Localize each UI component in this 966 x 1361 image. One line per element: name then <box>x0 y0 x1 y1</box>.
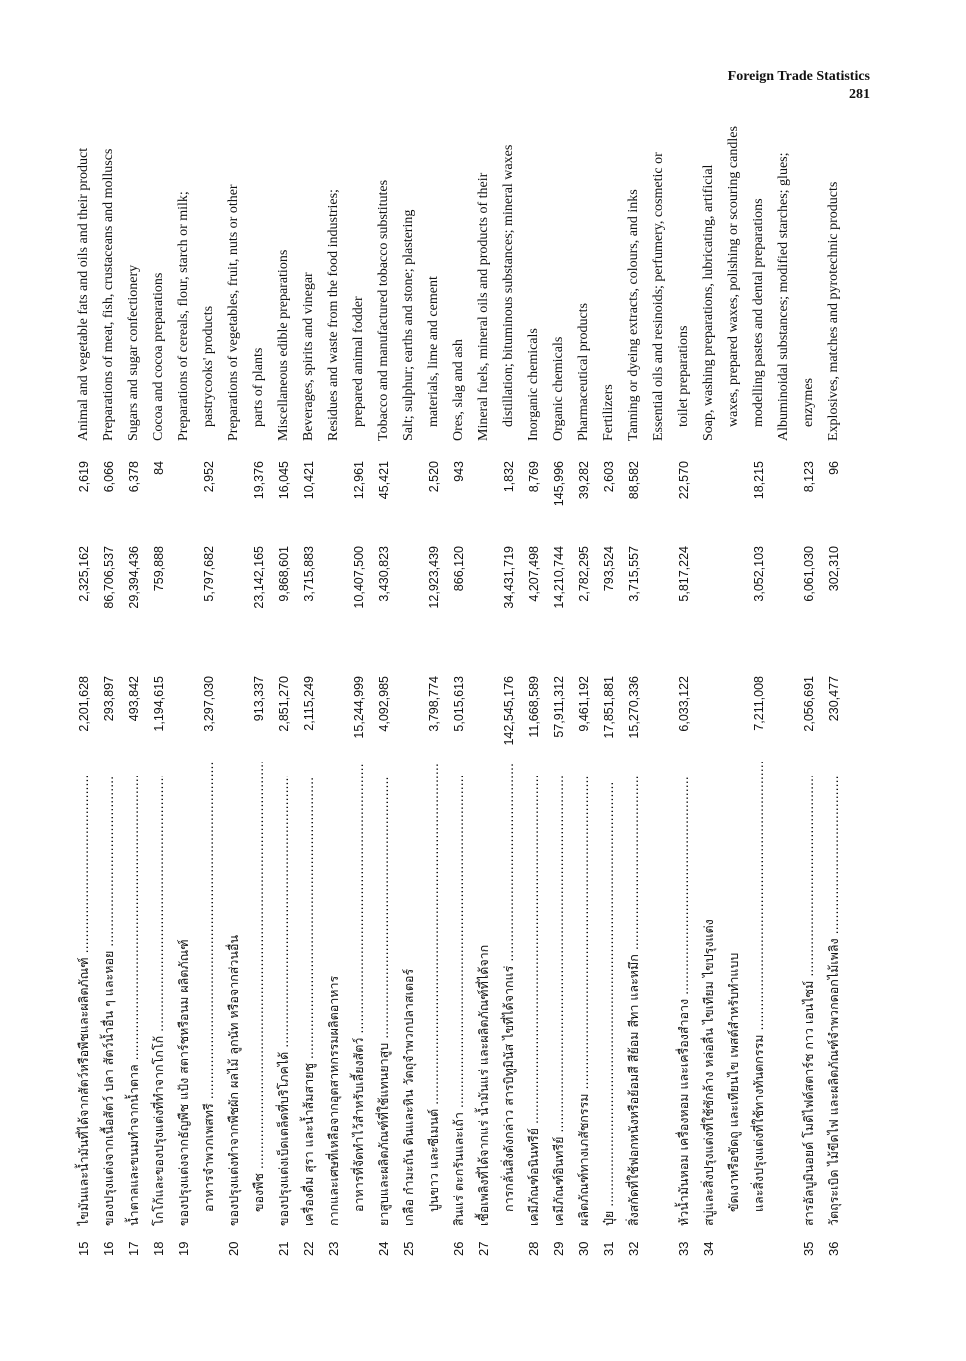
table-row <box>122 66 146 1256</box>
value-1: 5,015,613 <box>452 676 466 732</box>
value-2: 9,868,601 <box>277 546 291 602</box>
hs-code: 17 <box>126 1241 141 1256</box>
hs-code: 35 <box>801 1241 816 1256</box>
value-2: 793,524 <box>602 546 616 592</box>
english-description: prepared animal fodder <box>351 296 366 427</box>
value-2: 3,715,883 <box>302 546 316 602</box>
value-2: 23,142,165 <box>252 546 266 609</box>
english-description: Albuminoidal substances; modified starches; glues; <box>776 152 791 441</box>
table-row <box>597 66 621 1256</box>
english-description: Essential oils and resinoids; perfumery, cosmetic or <box>651 152 666 441</box>
value-1: 15,244,999 <box>352 676 366 739</box>
value-2: 3,430,823 <box>377 546 391 602</box>
value-2: 3,052,103 <box>752 546 766 602</box>
table-row <box>272 66 296 1256</box>
table-row <box>347 66 371 1256</box>
table-row <box>197 66 221 1256</box>
value-1: 57,911,312 <box>552 676 566 738</box>
english-description: parts of plants <box>251 347 266 427</box>
table-row <box>697 66 721 1256</box>
english-description: Preparations of cereals, flour, starch or milk; <box>176 191 191 441</box>
thai-description: วัตถุระเบิด ไม้ขีดไฟ และผลิตภัณฑ์จำพวกดอกไม้เพลิง ..... <box>822 776 846 1226</box>
hs-code: 34 <box>701 1241 716 1256</box>
hs-code: 26 <box>451 1241 466 1256</box>
page-number: 281 <box>849 87 870 102</box>
thai-description: อาหารที่จัดทำไว้สำหรับเลี้ยงสัตว์ ..... <box>347 762 371 1226</box>
thai-description: ยาสูบและผลิตภัณฑ์ที่ใช้แทนยาสูบ ..... <box>372 776 396 1226</box>
table-row <box>222 66 246 1256</box>
hs-code: 29 <box>551 1241 566 1256</box>
english-description: Soap, washing preparations, lubricating, artificial <box>701 164 716 441</box>
value-2: 34,431,719 <box>502 546 516 609</box>
thai-description: สินแร่ ตะกรันและเถ้า ..... <box>447 776 471 1226</box>
thai-description: และสิ่งปรุงแต่งที่ใช้ทางทันตกรรม ..... <box>747 762 771 1226</box>
table-row <box>297 66 321 1256</box>
table-row <box>622 66 646 1256</box>
english-description: Cocoa and cocoa preparations <box>151 272 166 441</box>
value-2: 2,325,162 <box>77 546 91 602</box>
table-row <box>572 66 596 1256</box>
thai-description: เคมีภัณฑ์อนินทรีย์ ..... <box>522 776 546 1226</box>
value-2: 10,407,500 <box>352 546 366 609</box>
table-row <box>797 66 821 1256</box>
value-2: 759,888 <box>152 546 166 592</box>
value-1: 2,851,270 <box>277 676 291 732</box>
value-3: 2,619 <box>77 461 91 493</box>
english-description: distillation; bituminous substances; mineral waxes <box>501 144 516 427</box>
value-2: 14,210,744 <box>552 546 566 609</box>
value-2: 29,394,436 <box>127 546 141 609</box>
hs-code: 15 <box>76 1241 91 1256</box>
table-row <box>147 66 171 1256</box>
hs-code: 25 <box>401 1241 416 1256</box>
value-1: 3,297,030 <box>202 676 216 732</box>
table-row <box>172 66 196 1256</box>
value-2: 6,061,030 <box>802 546 816 602</box>
table-row <box>772 66 796 1256</box>
hs-code: 21 <box>276 1241 291 1256</box>
table-row <box>672 66 696 1256</box>
value-1: 3,798,774 <box>427 676 441 732</box>
value-1: 913,337 <box>252 676 266 722</box>
value-3: 1,832 <box>502 461 516 493</box>
hs-code: 31 <box>601 1241 616 1256</box>
value-1: 9,461,192 <box>577 676 591 732</box>
english-description: Beverages, spirits and vinegar <box>301 272 316 441</box>
value-2: 866,120 <box>452 546 466 592</box>
thai-description: เชื้อเพลิงที่ได้จากแร่ น้ำมันแร่ และผลิตภัณฑ์ที่ได้จาก <box>476 944 491 1226</box>
thai-description: ของปรุงแต่งจากเนื้อสัตว์ ปลา สัตว์น้ำอื่น ๆ และหอย ..... <box>97 776 121 1226</box>
value-1: 7,211,008 <box>752 676 766 731</box>
value-2: 3,715,557 <box>627 546 641 602</box>
english-description: Tanning or dyeing extracts, colours, and inks <box>626 189 641 441</box>
table-row <box>472 66 496 1256</box>
value-3: 45,421 <box>377 461 391 500</box>
value-2: 5,817,224 <box>677 546 691 602</box>
english-description: toilet preparations <box>676 325 691 427</box>
value-1: 142,545,176 <box>502 676 516 746</box>
hs-code: 32 <box>626 1241 641 1256</box>
hs-code: 23 <box>326 1241 341 1256</box>
value-3: 943 <box>452 461 466 482</box>
english-description: Miscellaneous edible preparations <box>276 249 291 441</box>
value-3: 8,123 <box>802 461 816 493</box>
value-3: 18,215 <box>752 461 766 500</box>
thai-description: ไขมันและน้ำมันที่ได้จากสัตว์หรือพืชและผลิตภัณฑ์ ..... <box>72 776 96 1226</box>
value-3: 19,376 <box>252 461 266 500</box>
hs-code: 24 <box>376 1241 391 1256</box>
thai-description: น้ำตาลและขนมทำจากน้ำตาล ..... <box>122 776 146 1226</box>
value-3: 10,421 <box>302 461 316 500</box>
thai-description: หัวน้ำมันหอม เครื่องหอม และเครื่องสำอาง ..... <box>672 776 696 1226</box>
thai-description: เกลือ กำมะถัน ดินและหิน วัตถุจำพวกปลาสเตอร์ <box>401 968 416 1226</box>
value-3: 2,520 <box>427 461 441 493</box>
value-1: 17,851,881 <box>602 676 616 739</box>
english-description: enzymes <box>801 378 816 427</box>
table-row <box>372 66 396 1256</box>
english-description: Ores, slag and ash <box>451 339 466 441</box>
value-1: 2,056,691 <box>802 676 816 732</box>
table-row <box>322 66 346 1256</box>
table-row <box>647 66 671 1256</box>
value-3: 39,282 <box>577 461 591 500</box>
hs-code: 16 <box>101 1241 116 1256</box>
value-1: 11,668,589 <box>527 676 541 738</box>
thai-description: ของปรุงแต่งทำจากพืชผัก ผลไม้ ลูกนัท หรือจากส่วนอื่น <box>226 934 241 1226</box>
thai-description: ขัดเงาหรือขัดถู และเทียนไข เพสต์สำหรับทำแบบ <box>726 952 741 1212</box>
thai-description: เครื่องดื่ม สุรา และน้ำส้มสายชู ..... <box>297 776 321 1226</box>
thai-description: ของปรุงแต่งเบ็ดเตล็ดที่บริโภคได้ ..... <box>272 776 296 1226</box>
value-3: 6,066 <box>102 461 116 493</box>
hs-code: 27 <box>476 1241 491 1256</box>
table-row <box>247 66 271 1256</box>
hs-code: 30 <box>576 1241 591 1256</box>
value-2: 4,207,498 <box>527 546 541 602</box>
table-row <box>447 66 471 1256</box>
publication-title: Foreign Trade Statistics <box>727 69 870 84</box>
value-2: 5,797,682 <box>202 546 216 602</box>
hs-code: 28 <box>526 1241 541 1256</box>
english-description: Fertilizers <box>601 384 616 441</box>
thai-description: เคมีภัณฑ์อินทรีย์ ..... <box>547 776 571 1226</box>
hs-code: 19 <box>176 1241 191 1256</box>
value-1: 230,477 <box>827 676 841 722</box>
value-1: 4,092,985 <box>377 676 391 732</box>
value-3: 84 <box>152 461 166 475</box>
value-1: 293,897 <box>102 676 116 722</box>
table-row <box>547 66 571 1256</box>
value-3: 2,603 <box>602 461 616 493</box>
hs-code: 36 <box>826 1241 841 1256</box>
table-row <box>747 66 771 1256</box>
thai-description: สบู่และสิ่งปรุงแต่งที่ใช้ซักล้าง หล่อลื่น ไขเทียม ไขปรุงแต่ง <box>701 919 716 1226</box>
english-description: Preparations of meat, fish, crustaceans and molluscs <box>101 148 116 441</box>
english-description: Explosives, matches and pyrotechnic products <box>826 181 841 441</box>
hs-code: 20 <box>226 1241 241 1256</box>
english-description: pastrycooks' products <box>201 305 216 427</box>
thai-description: การกลั่นสิ่งดังกล่าว สารบิทูมินัส ไขที่ได้จากแร่ ..... <box>497 762 521 1226</box>
table-row <box>497 66 521 1256</box>
english-description: Residues and waste from the food industries; <box>326 189 341 441</box>
value-1: 2,201,628 <box>77 676 91 732</box>
hs-code: 22 <box>301 1241 316 1256</box>
table-row <box>397 66 421 1256</box>
thai-description: กากและเศษที่เหลือจากอุตสาหกรรมผลิตอาหาร <box>326 975 341 1226</box>
value-3: 8,769 <box>527 461 541 493</box>
thai-description: ปูนขาว และซีเมนต์ ..... <box>422 762 446 1226</box>
value-3: 145,996 <box>552 461 566 507</box>
commodity-table <box>72 66 902 1256</box>
english-description: Mineral fuels, mineral oils and products of their <box>476 172 491 441</box>
english-description: Organic chemicals <box>551 336 566 441</box>
value-3: 22,570 <box>677 461 691 500</box>
thai-description: อาหารจำพวกเพสทรี ..... <box>197 762 221 1226</box>
thai-description: โกโก้และของปรุงแต่งที่ทำจากโกโก้ ..... <box>147 776 171 1226</box>
value-1: 2,115,249 <box>302 676 316 731</box>
table-row <box>722 66 746 1256</box>
table-row <box>422 66 446 1256</box>
hs-code: 18 <box>151 1241 166 1256</box>
table-row <box>522 66 546 1256</box>
value-3: 16,045 <box>277 461 291 500</box>
thai-description: ของพืช ..... <box>247 762 271 1226</box>
english-description: Inorganic chemicals <box>526 328 541 441</box>
english-description: Tobacco and manufactured tobacco substitutes <box>376 179 391 441</box>
table-row <box>72 66 96 1256</box>
thai-description: สารอัลบูมินอยด์ โมดิไฟด์สตาร์ช กาว เอนไซม์ ..... <box>797 776 821 1226</box>
value-3: 2,952 <box>202 461 216 493</box>
thai-description: สิ่งสกัดที่ใช้ฟอกหนังหรือย้อมสี สีย้อม สีทา และหมึก ..... <box>622 776 646 1226</box>
value-3: 88,582 <box>627 461 641 500</box>
english-description: Animal and vegetable fats and oils and their product <box>76 147 91 441</box>
value-1: 6,033,122 <box>677 676 691 732</box>
value-2: 12,923,439 <box>427 546 441 609</box>
value-1: 15,270,336 <box>627 676 641 739</box>
english-description: Pharmaceutical products <box>576 302 591 441</box>
value-2: 302,310 <box>827 546 841 592</box>
english-description: materials, lime and cement <box>426 276 441 427</box>
thai-description: ของปรุงแต่งจากธัญพืช แป้ง สตาร์ชหรือนม ผลิตภัณฑ์ <box>176 939 191 1226</box>
value-3: 96 <box>827 461 841 475</box>
value-2: 86,706,537 <box>102 546 116 609</box>
hs-code: 33 <box>676 1241 691 1256</box>
table-row <box>822 66 846 1256</box>
english-description: Sugars and sugar confectionery <box>126 264 141 441</box>
value-3: 6,378 <box>127 461 141 493</box>
value-1: 493,842 <box>127 676 141 722</box>
english-description: Salt; sulphur; earths and stone; plastering <box>401 209 416 441</box>
value-2: 2,782,295 <box>577 546 591 602</box>
english-description: waxes, prepared waxes, polishing or scouring candles <box>726 126 741 427</box>
thai-description: ปุ๋ย ..... <box>597 776 621 1226</box>
table-row <box>97 66 121 1256</box>
value-3: 12,961 <box>352 461 366 500</box>
thai-description: ผลิตภัณฑ์ทางเภสัชกรรม ..... <box>572 776 596 1226</box>
english-description: Preparations of vegetables, fruit, nuts or other <box>226 184 241 441</box>
value-1: 1,194,615 <box>152 676 166 732</box>
english-description: modelling pastes and dental preparations <box>751 198 766 427</box>
